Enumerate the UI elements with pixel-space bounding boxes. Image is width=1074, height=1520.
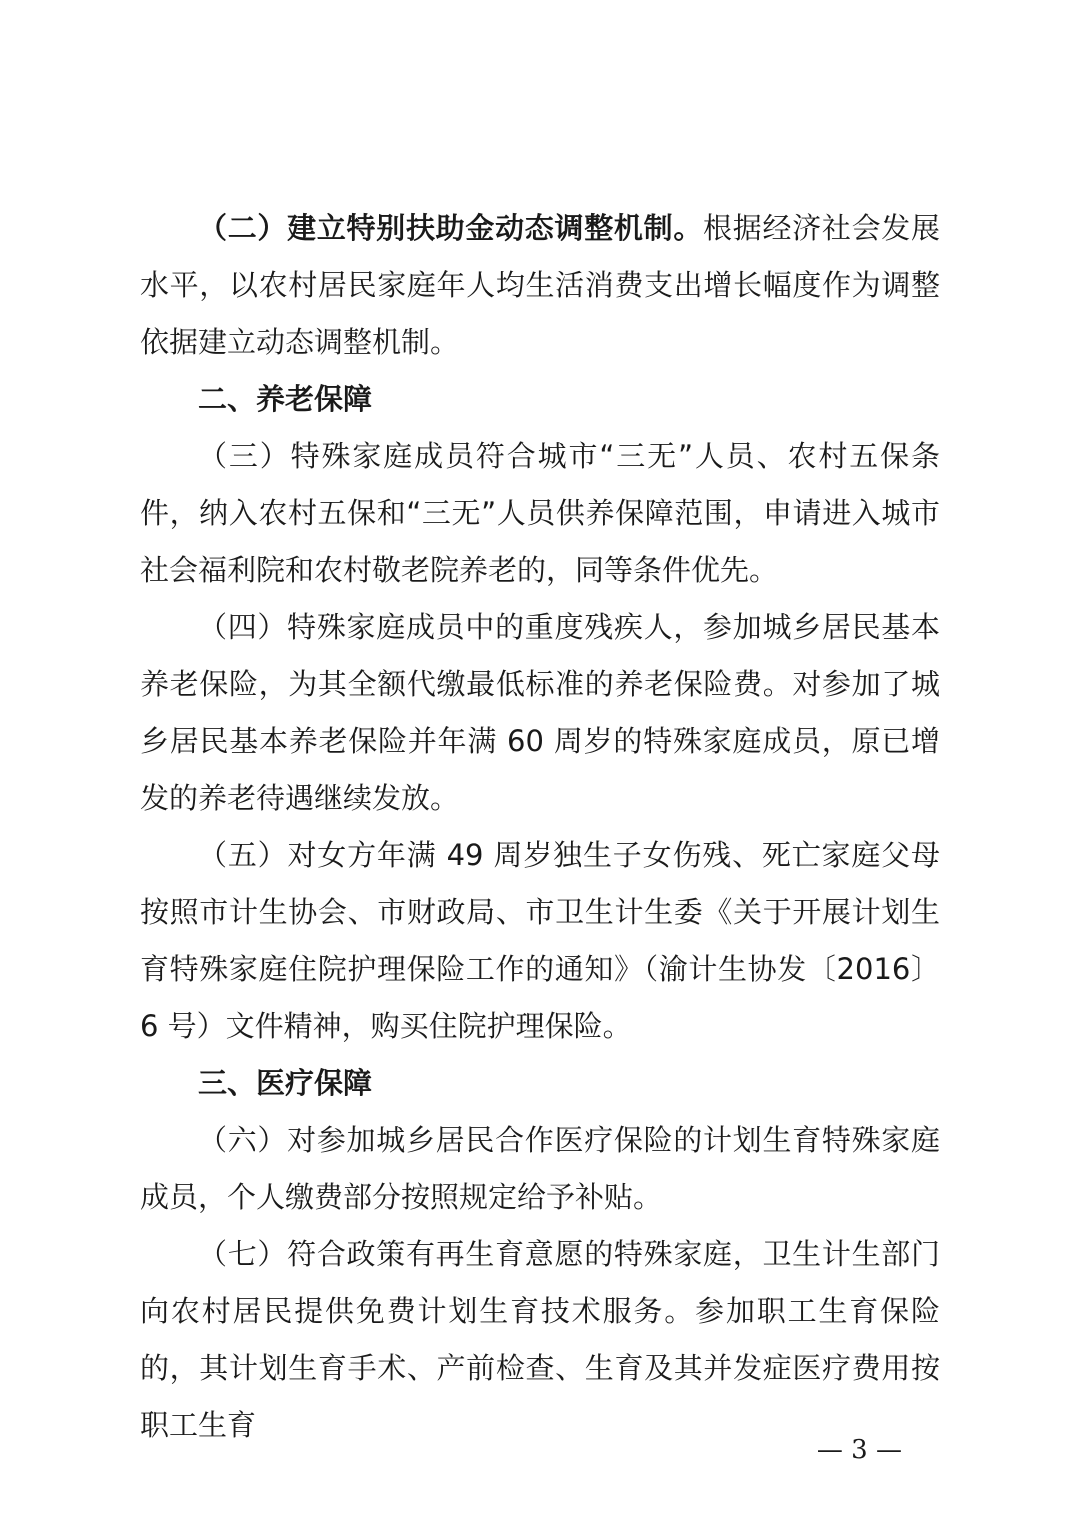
paragraph-4: （四）特殊家庭成员中的重度残疾人，参加城乡居民基本养老保险，为其全额代缴最低标准的养老保险费。对参加了城乡居民基本养老保险并年满 60 周岁的特殊家庭成员，原已增发的养老待遇继续发放。 [140, 610, 940, 815]
paragraph-3: （三）特殊家庭成员符合城市“三无”人员、农村五保条件，纳入农村五保和“三无”人员供养保障范围，申请进入城市社会福利院和农村敬老院养老的，同等条件优先。 [140, 439, 940, 587]
paragraph-2 [140, 200, 940, 371]
paragraph-6: （六）对参加城乡居民合作医疗保险的计划生育特殊家庭成员，个人缴费部分按照规定给予补贴。 [140, 1123, 940, 1214]
paragraph-2-lead: （二）建立特别扶助金动态调整机制。 [198, 211, 704, 245]
paragraph-5: （五）对女方年满 49 周岁独生子女伤残、死亡家庭父母按照市计生协会、市财政局、市卫生计生委《关于开展计划生育特殊家庭住院护理保险工作的通知》（渝计生协发〔2016〕6 号）文件精神，购买住院护理保险。 [140, 838, 940, 1043]
section-heading-pension: 二、养老保障 [198, 382, 373, 416]
page-number: — 3 — [816, 1435, 902, 1465]
document-body [140, 200, 940, 1454]
paragraph-2-text: 根据经济社会发展水平，以农村居民家庭年人均生活消费支出增长幅度作为调整依据建立动态调整机制。 [140, 211, 940, 359]
paragraph-7: （七）符合政策有再生育意愿的特殊家庭，卫生计生部门向农村居民提供免费计划生育技术服务。参加职工生育保险的，其计划生育手术、产前检查、生育及其并发症医疗费用按职工生育 [140, 1237, 940, 1442]
section-heading-medical: 三、医疗保障 [198, 1066, 373, 1100]
